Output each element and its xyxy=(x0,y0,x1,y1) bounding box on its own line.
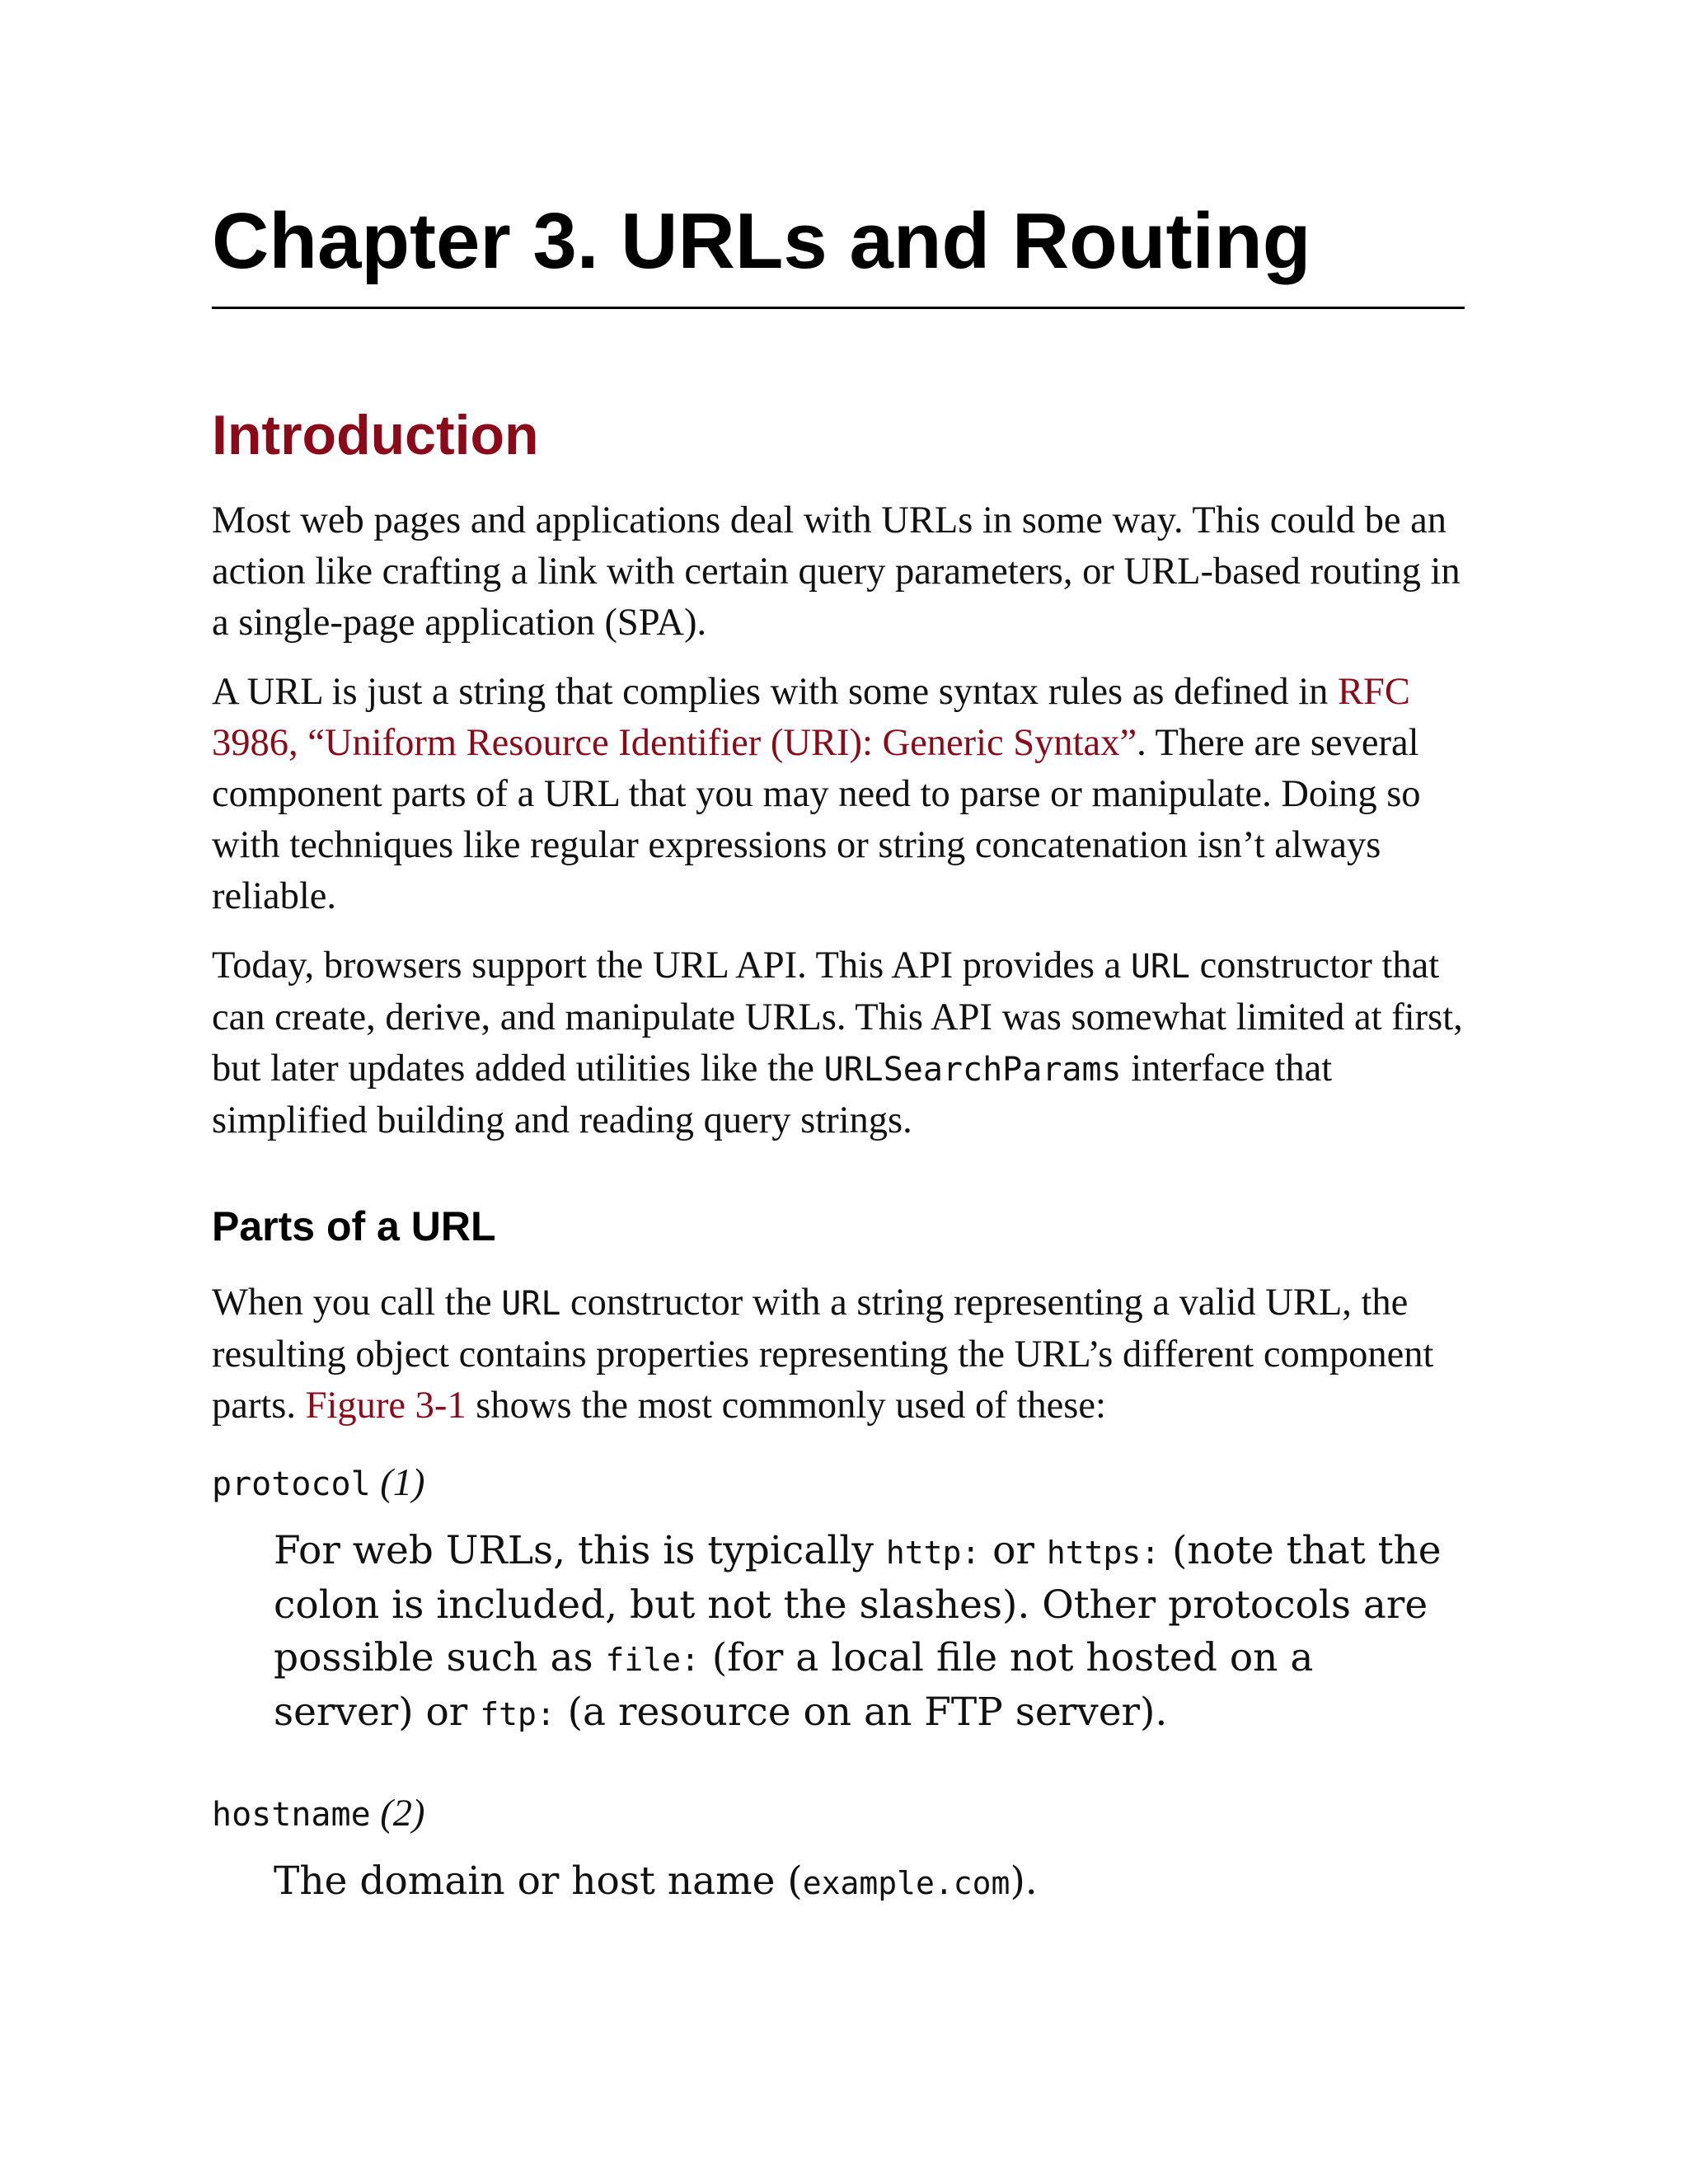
text-span: A URL is just a string that complies with some syntax rules as defined in xyxy=(212,671,1338,714)
rfc-3986-link[interactable]: RFC 3986, “Uniform Resource Identifier (URI): Generic Syntax” xyxy=(212,671,1410,765)
chapter-title: Chapter 3. URLs and Routing xyxy=(212,198,1465,309)
term-number: (1) xyxy=(380,1462,425,1505)
book-page xyxy=(212,198,1465,1957)
parts-paragraph xyxy=(212,1277,1465,1432)
text-span: When you call the xyxy=(212,1282,502,1324)
inline-code-urlsearchparams: URLSearchParams xyxy=(823,1051,1122,1090)
definition-protocol xyxy=(274,1525,1465,1741)
intro-paragraph-3 xyxy=(212,940,1465,1146)
text-span: constructor that can create, derive, and manipulate URLs. This API was somewhat limited at first, but later updates added utilities like the xyxy=(212,944,1463,1090)
definition-hostname xyxy=(274,1855,1465,1910)
inline-code-ftp: ftp: xyxy=(480,1696,556,1733)
inline-code-url: URL xyxy=(501,1285,561,1324)
term-hostname xyxy=(212,1788,1465,1840)
intro-paragraph-2 xyxy=(212,667,1465,922)
text-span: or xyxy=(980,1528,1047,1574)
text-span: For web URLs, this is typically xyxy=(274,1528,886,1574)
section-heading-introduction: Introduction xyxy=(212,403,539,466)
text-span: (for a local file not hosted on a server) or xyxy=(274,1635,1314,1736)
inline-code-http: http: xyxy=(885,1535,981,1572)
inline-code-https: https: xyxy=(1046,1535,1160,1572)
term-name: protocol xyxy=(212,1465,371,1504)
text-span: interface that simplified building and reading query strings. xyxy=(212,1047,1333,1142)
term-number: (2) xyxy=(380,1793,425,1835)
text-span: . There are several component parts of a URL that you may need to parse or manipulate. Doing so with techniques like regular expressions or string concatenation isn’t always reliable. xyxy=(212,722,1421,918)
inline-code-file: file: xyxy=(605,1642,700,1679)
text-span: (a resource on an FTP server). xyxy=(555,1690,1168,1736)
term-protocol xyxy=(212,1458,1465,1510)
intro-paragraph-1: Most web pages and applications deal with URLs in some way. This could be an action like crafting a link with certain query parameters, or URL-based routing in a single-page application (SPA). xyxy=(212,499,1461,644)
text-span: The domain or host name ( xyxy=(274,1858,803,1905)
text-span: ). xyxy=(1010,1858,1038,1905)
text-span: Today, browsers support the URL API. This API provides a xyxy=(212,944,1131,987)
inline-code-example-com: example.com xyxy=(802,1865,1010,1902)
text-span: (note that the colon is included, but not the slashes). Other protocols are possible such as xyxy=(274,1528,1442,1681)
term-name: hostname xyxy=(212,1796,371,1835)
subsection-heading-parts-of-a-url: Parts of a URL xyxy=(212,1203,496,1250)
text-span: shows the most commonly used of these: xyxy=(466,1385,1106,1427)
text-span: constructor with a string representing a valid URL, the resulting object contains properties representing the URL’s different component parts. xyxy=(212,1282,1434,1427)
figure-3-1-link[interactable]: Figure 3-1 xyxy=(305,1385,467,1427)
inline-code-url: URL xyxy=(1130,948,1191,987)
